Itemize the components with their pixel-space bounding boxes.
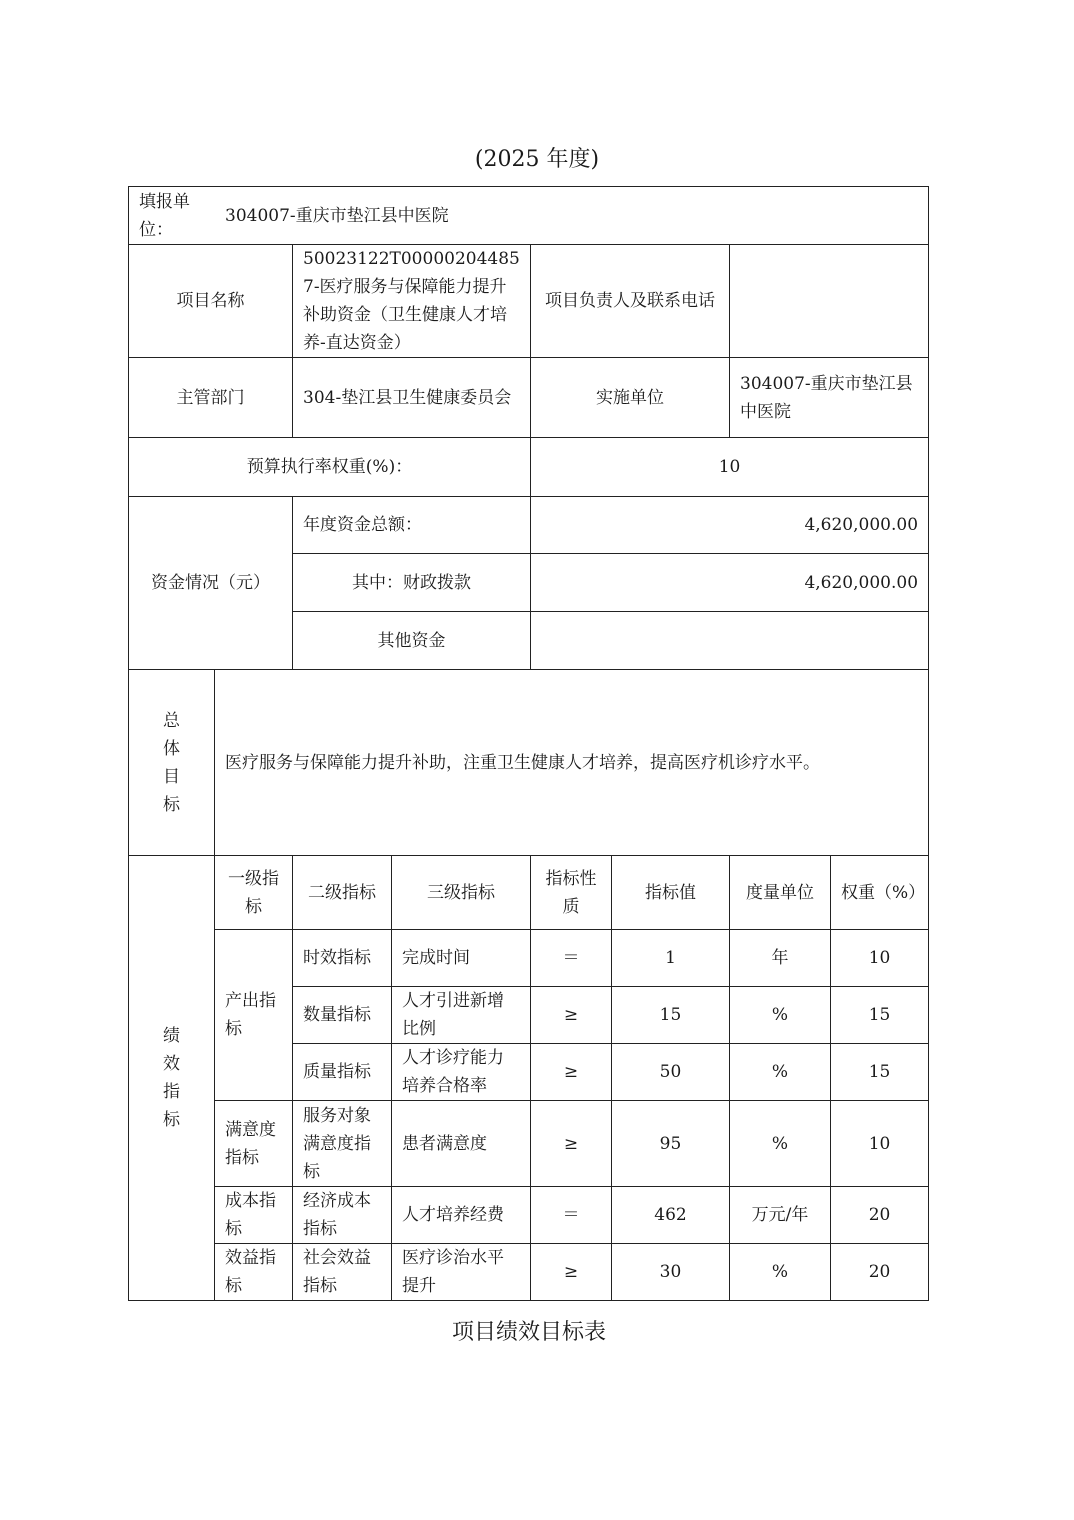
perf-l1: 满意度指标: [215, 1101, 293, 1187]
budget-weight-label: 预算执行率权重(%)：: [129, 438, 531, 497]
perf-l2: 服务对象满意度指标: [293, 1101, 392, 1187]
perf-value: 50: [612, 1044, 730, 1101]
perf-nature: ＝: [531, 1187, 612, 1244]
project-contact-value: [730, 245, 929, 358]
perf-value: 95: [612, 1101, 730, 1187]
perf-header-value: 指标值: [612, 856, 730, 930]
perf-value: 15: [612, 987, 730, 1044]
project-contact-label: 项目负责人及联系电话: [531, 245, 730, 358]
perf-weight: 15: [831, 1044, 929, 1101]
perf-header-l2: 二级指标: [293, 856, 392, 930]
year-heading: (2025 年度): [474, 147, 600, 172]
perf-nature: ≥: [531, 1244, 612, 1301]
goal-label: 总体目标: [129, 670, 215, 856]
dept-label: 主管部门: [129, 358, 293, 438]
perf-value: 30: [612, 1244, 730, 1301]
perf-value: 462: [612, 1187, 730, 1244]
perf-unit: %: [730, 1044, 831, 1101]
filler-label: 填报单位：: [139, 191, 190, 240]
perf-weight: 20: [831, 1187, 929, 1244]
perf-header-weight: 权重（%）: [831, 856, 929, 930]
perf-label: 绩效指标: [129, 856, 215, 1301]
perf-l2: 经济成本指标: [293, 1187, 392, 1244]
filler-value: 304007-重庆市垫江县中医院: [225, 205, 449, 226]
perf-nature: ≥: [531, 987, 612, 1044]
perf-unit: %: [730, 1101, 831, 1187]
table-row: [129, 1244, 929, 1301]
perf-weight: 10: [831, 1101, 929, 1187]
funds-total-label: 年度资金总额：: [293, 497, 531, 554]
perf-l3: 人才培养经费: [392, 1187, 531, 1244]
perf-l3: 人才引进新增比例: [392, 987, 531, 1044]
goal-text: 医疗服务与保障能力提升补助，注重卫生健康人才培养，提高医疗机诊疗水平。: [215, 670, 929, 856]
filler-row: [129, 187, 929, 245]
table-row: [129, 930, 929, 987]
funds-fiscal-value: 4,620,000.00: [531, 554, 929, 612]
perf-weight: 15: [831, 987, 929, 1044]
project-name-value: 50023122T000002044857-医疗服务与保障能力提升补助资金（卫生健康人才培养-直达资金）: [293, 245, 531, 358]
perf-header-unit: 度量单位: [730, 856, 831, 930]
perf-l3: 患者满意度: [392, 1101, 531, 1187]
perf-l1: 效益指标: [215, 1244, 293, 1301]
perf-unit: %: [730, 1244, 831, 1301]
perf-nature: ≥: [531, 1101, 612, 1187]
perf-l2: 数量指标: [293, 987, 392, 1044]
budget-weight-value: 10: [531, 438, 929, 497]
perf-l1: 成本指标: [215, 1187, 293, 1244]
funds-label: 资金情况（元）: [129, 497, 293, 670]
funds-other-label: 其他资金: [293, 612, 531, 670]
table-caption: 项目绩效目标表: [451, 1320, 606, 1345]
perf-weight: 10: [831, 930, 929, 987]
perf-l2: 社会效益指标: [293, 1244, 392, 1301]
perf-header-l1: 一级指标: [215, 856, 293, 930]
perf-header-l3: 三级指标: [392, 856, 531, 930]
perf-l3: 医疗诊治水平提升: [392, 1244, 531, 1301]
project-name-label: 项目名称: [129, 245, 293, 358]
perf-l3: 完成时间: [392, 930, 531, 987]
perf-l2: 时效指标: [293, 930, 392, 987]
table-row: [129, 1101, 929, 1187]
perf-unit: 万元/年: [730, 1187, 831, 1244]
table-row: [129, 1187, 929, 1244]
funds-total-value: 4,620,000.00: [531, 497, 929, 554]
funds-other-value: [531, 612, 929, 670]
perf-l1: 产出指标: [215, 930, 293, 1101]
perf-value: 1: [612, 930, 730, 987]
perf-unit: 年: [730, 930, 831, 987]
perf-unit: %: [730, 987, 831, 1044]
funds-fiscal-label: 其中：财政拨款: [293, 554, 531, 612]
perf-l3: 人才诊疗能力培养合格率: [392, 1044, 531, 1101]
perf-nature: ＝: [531, 930, 612, 987]
impl-unit-label: 实施单位: [531, 358, 730, 438]
impl-unit-value: 304007-重庆市垫江县中医院: [730, 358, 929, 438]
perf-nature: ≥: [531, 1044, 612, 1101]
dept-value: 304-垫江县卫生健康委员会: [293, 358, 531, 438]
performance-target-table: [128, 186, 929, 1301]
perf-header-nature: 指标性质: [531, 856, 612, 930]
perf-l2: 质量指标: [293, 1044, 392, 1101]
perf-weight: 20: [831, 1244, 929, 1301]
